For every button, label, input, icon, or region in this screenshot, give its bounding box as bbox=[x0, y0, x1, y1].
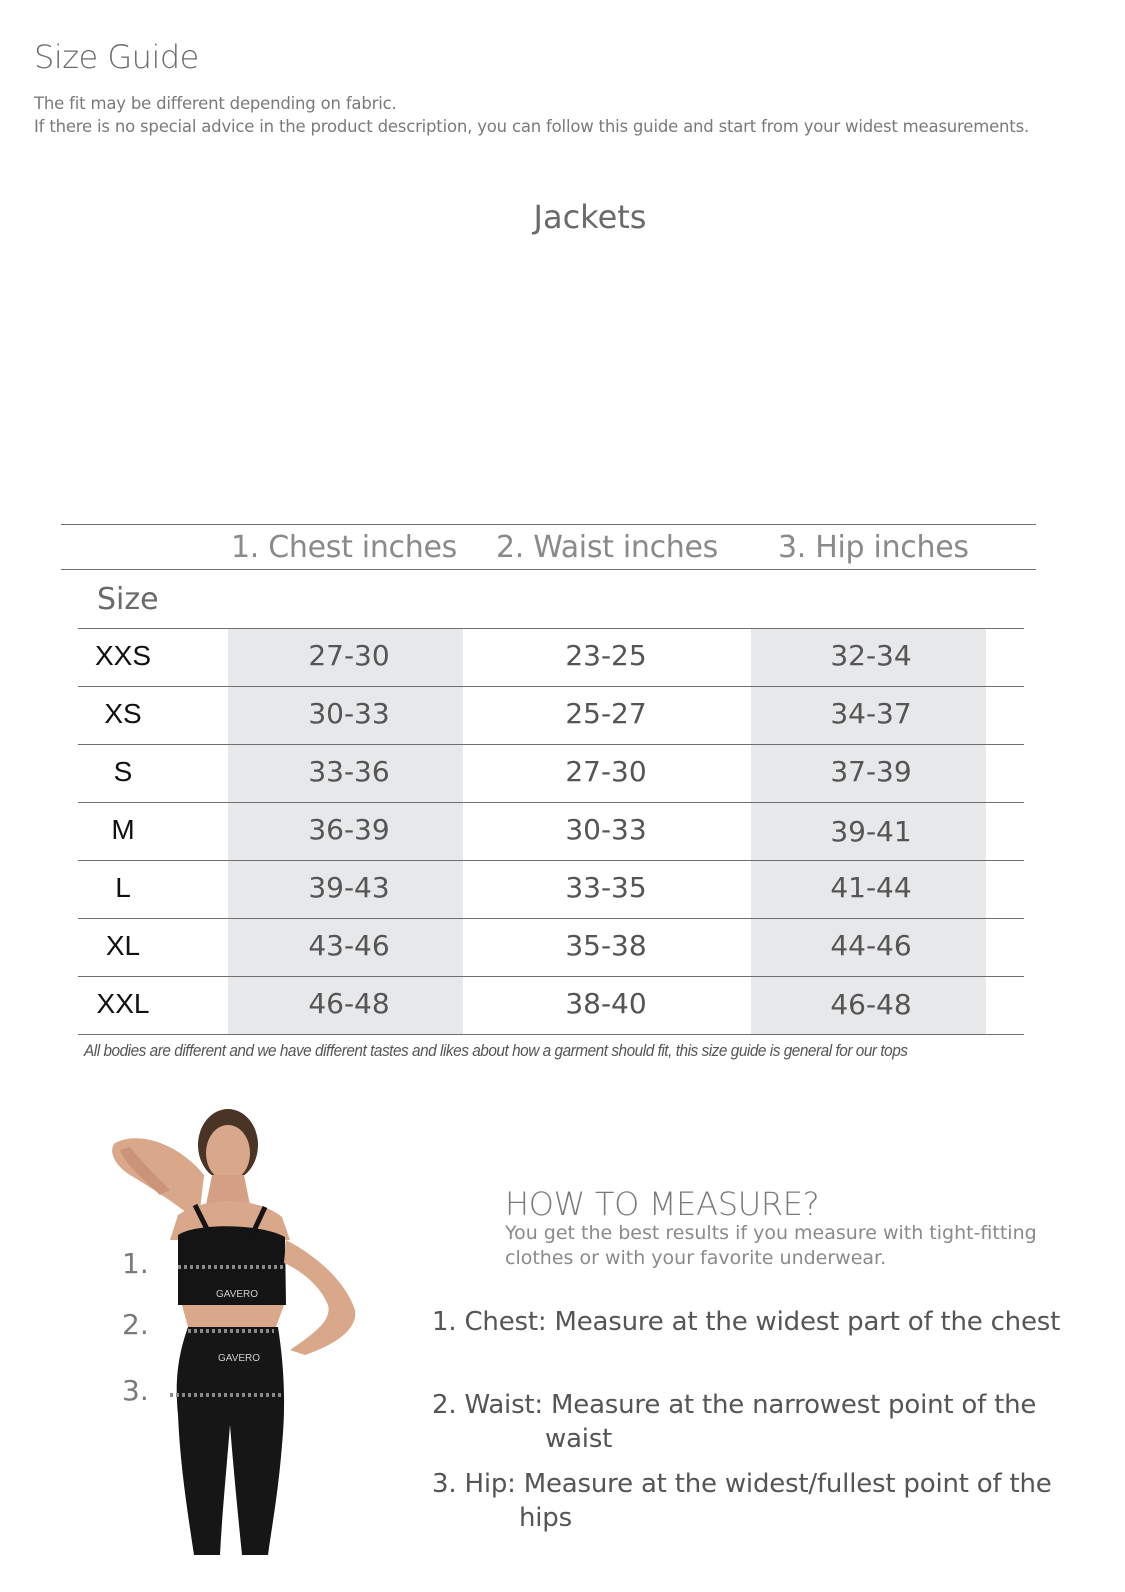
hip-cell: 46-48 bbox=[830, 988, 912, 1021]
size-cell: XXL bbox=[96, 988, 150, 1019]
waist-cell: 35-38 bbox=[565, 929, 647, 962]
size-row-label: Size bbox=[97, 582, 159, 617]
hip-cell: 32-34 bbox=[830, 639, 912, 672]
intro-text-line-1: The fit may be different depending on fabric. bbox=[34, 94, 397, 113]
hip-cell: 44-46 bbox=[830, 929, 912, 962]
size-cell: XXS bbox=[94, 640, 152, 671]
brand-logo-bottom: GAVERO bbox=[218, 1353, 261, 1364]
brand-logo-top: GAVERO bbox=[216, 1289, 259, 1300]
row-rule bbox=[78, 976, 1024, 977]
row-rule bbox=[78, 860, 1024, 861]
chest-cell: 33-36 bbox=[308, 755, 390, 788]
how-to-measure-subtitle-line-2: clothes or with your favorite underwear. bbox=[505, 1247, 887, 1269]
waist-cell: 33-35 bbox=[565, 871, 647, 904]
row-rule bbox=[78, 918, 1024, 919]
waist-cell: 30-33 bbox=[565, 813, 647, 846]
hip-cell: 34-37 bbox=[830, 697, 912, 730]
chest-cell: 36-39 bbox=[308, 813, 390, 846]
hip-cell: 37-39 bbox=[830, 755, 912, 788]
hip-cell: 41-44 bbox=[830, 871, 912, 904]
how-to-measure-title: HOW TO MEASURE? bbox=[505, 1185, 820, 1223]
hip-marker: 3. bbox=[122, 1374, 149, 1407]
chest-cell: 39-43 bbox=[308, 871, 390, 904]
column-header-waist: 2. Waist inches bbox=[496, 530, 718, 565]
chest-cell: 46-48 bbox=[308, 987, 390, 1020]
size-cell: M bbox=[111, 814, 135, 845]
waist-cell: 38-40 bbox=[565, 987, 647, 1020]
chest-cell: 27-30 bbox=[308, 639, 390, 672]
hip-cell: 39-41 bbox=[830, 815, 912, 848]
size-cell: S bbox=[113, 756, 133, 787]
step-hip-line-2: hips bbox=[519, 1503, 572, 1533]
table-top-rule bbox=[61, 524, 1036, 525]
step-hip-line-1: 3. Hip: Measure at the widest/fullest point of the bbox=[432, 1469, 1052, 1499]
column-header-hip: 3. Hip inches bbox=[778, 530, 969, 565]
page-title: Size Guide bbox=[34, 38, 199, 76]
row-rule bbox=[78, 628, 1024, 629]
waist-marker: 2. bbox=[122, 1308, 149, 1341]
chest-cell: 43-46 bbox=[308, 929, 390, 962]
size-cell: L bbox=[115, 872, 131, 903]
table-header-rule bbox=[61, 569, 1036, 570]
table-footnote: All bodies are different and we have different tastes and likes about how a garment should fit, this size guide is general for our tops bbox=[84, 1042, 908, 1060]
step-waist-line-1: 2. Waist: Measure at the narrowest point of the bbox=[432, 1390, 1037, 1420]
waist-cell: 25-27 bbox=[565, 697, 647, 730]
waist-cell: 23-25 bbox=[565, 639, 647, 672]
step-waist-line-2: waist bbox=[545, 1424, 613, 1454]
chest-cell: 30-33 bbox=[308, 697, 390, 730]
waist-cell: 27-30 bbox=[565, 755, 647, 788]
row-rule bbox=[78, 744, 1024, 745]
intro-text-line-2: If there is no special advice in the product description, you can follow this guide and start from your widest measurements. bbox=[34, 117, 1030, 136]
row-rule bbox=[78, 686, 1024, 687]
column-header-chest: 1. Chest inches bbox=[231, 530, 457, 565]
chest-marker: 1. bbox=[122, 1247, 149, 1280]
section-title: Jackets bbox=[533, 198, 647, 236]
how-to-measure-subtitle-line-1: You get the best results if you measure with tight-fitting bbox=[505, 1222, 1037, 1244]
step-chest: 1. Chest: Measure at the widest part of the chest bbox=[432, 1307, 1061, 1337]
table-bottom-rule bbox=[78, 1034, 1024, 1035]
size-cell: XL bbox=[105, 930, 141, 961]
row-rule bbox=[78, 802, 1024, 803]
size-cell: XS bbox=[104, 698, 142, 729]
